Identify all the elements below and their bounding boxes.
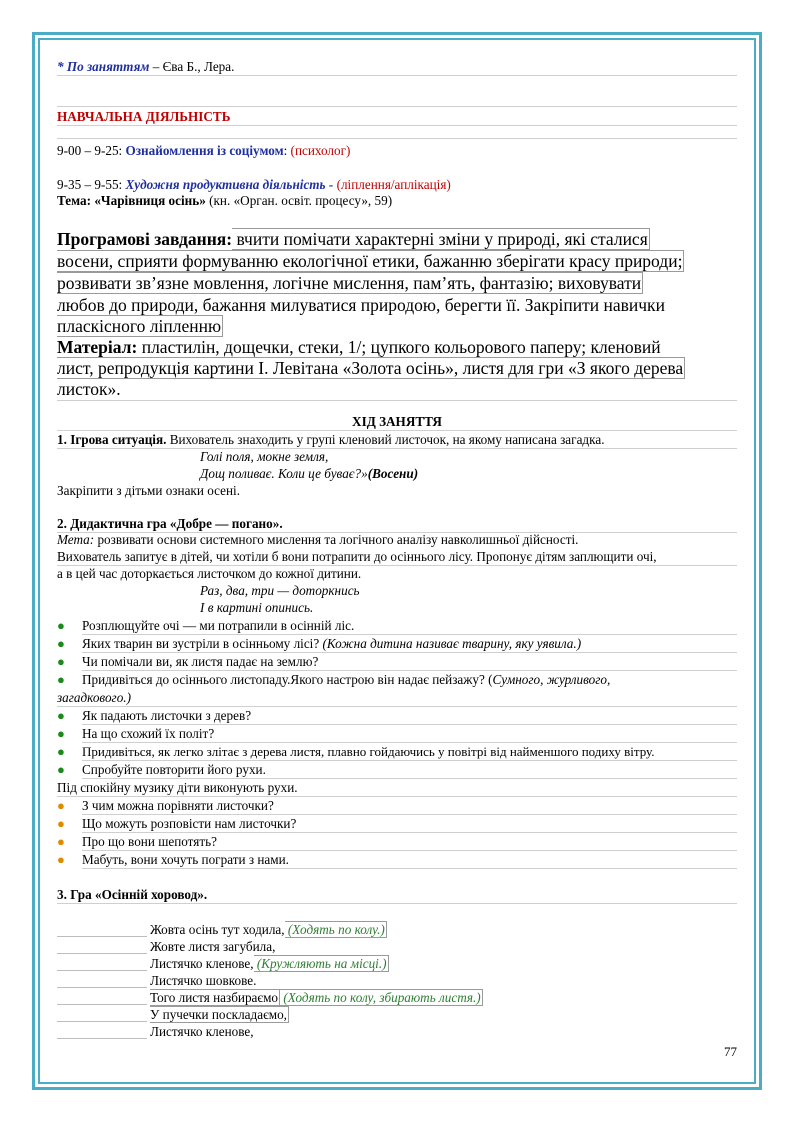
program-text-3: розвивати зв’язне мовлення, логічне мислення, пам’ять, фантазію; виховувати	[57, 273, 642, 293]
bullet-note: (Кожна дитина називає тварину, яку уявила.)	[322, 636, 582, 651]
song-text: Жовта осінь тут ходила,	[150, 922, 285, 937]
song-text: Жовте листя загубила,	[150, 939, 276, 954]
song-line	[150, 990, 483, 1006]
session-1-note: (психолог)	[290, 143, 351, 158]
bullet-item	[82, 618, 737, 635]
bullet-item: З чим можна порівняти листочки?	[82, 798, 737, 815]
bullet-item: Що можуть розповісти нам листочки?	[82, 816, 737, 833]
bullet-icon: ●	[57, 708, 65, 723]
goal-label: Мета:	[57, 532, 95, 547]
attendance-names: – Єва Б., Лера.	[149, 59, 235, 74]
theme-ref: (кн. «Орган. освіт. процесу», 59)	[205, 193, 393, 208]
attendance-label: * По заняттям	[57, 59, 150, 74]
bullet-text: Розплющуйте очі — ми потрапили в осінній ліс.	[82, 618, 355, 633]
riddle-answer: (Восени)	[367, 466, 419, 481]
song-rule	[57, 1021, 147, 1022]
page-number: 77	[724, 1044, 737, 1059]
program-line-5	[57, 315, 737, 337]
bullet-text: Придивіться, як легко злітає з дерева листя, плавно гойдаючись у повітрі від найменшого подиху вітру.	[82, 744, 655, 759]
bullet-item: Про що вони шепотять?	[82, 834, 737, 851]
bullet-icon: ●	[57, 816, 65, 831]
goal-text: розвивати основи системного мислення та логічного аналізу навколишньої дійсності.	[94, 532, 579, 547]
blank-rule	[57, 126, 737, 139]
attendance-line	[57, 59, 737, 76]
program-text-2: восени, сприяти формуванню екологічної етики, бажанню зберігати красу природи;	[57, 251, 683, 271]
song-text: Того листя назбираємо	[150, 990, 279, 1005]
bullet-icon: ●	[57, 654, 65, 669]
song-line	[150, 1007, 289, 1023]
song-line	[150, 1024, 254, 1040]
song-line	[150, 973, 256, 989]
bullet-item	[82, 654, 737, 671]
program-label: Програмові завдання:	[57, 229, 233, 249]
session-1	[57, 143, 737, 159]
bullet-continuation: загадкового.)	[57, 690, 737, 707]
song-line	[150, 922, 387, 938]
material-line-1	[57, 336, 737, 358]
session-1-colon: :	[283, 143, 291, 158]
material-line-2	[57, 357, 737, 379]
bullet-icon: ●	[57, 672, 65, 687]
bullet-text: Придивіться до осіннього листопаду.Якого настрою він надає пейзажу? (	[82, 672, 493, 687]
bullet-note: Сумного, журливого,	[492, 672, 611, 687]
song-rule	[57, 1038, 147, 1039]
session-2-name: Художня продуктивна діяльність -	[125, 177, 337, 192]
material-text-2: лист, репродукція картини І. Левітана «Золота осінь», листя для гри «З якого дерева	[57, 358, 684, 378]
program-text-4: любов до природи, бажання милуватися природою, берегти її. Закріпити навички	[57, 295, 665, 315]
part-2-goal	[57, 532, 737, 548]
blank-rule	[57, 94, 737, 107]
riddle-line-2	[200, 466, 418, 482]
session-2	[57, 177, 737, 193]
program-line-1	[57, 228, 737, 250]
bullet-item	[82, 636, 737, 653]
part-2-title: 2. Дидактична гра «Добре — погано».	[57, 516, 737, 533]
bullet-item	[82, 762, 737, 779]
bullet-item	[82, 744, 737, 761]
material-label: Матеріал:	[57, 337, 138, 357]
bullet-icon: ●	[57, 744, 65, 759]
bullet-item: Мабуть, вони хочуть пограти з нами.	[82, 852, 737, 869]
song-text: У пучечки поскладаємо,	[150, 1007, 287, 1022]
theme-label: Тема:	[57, 193, 95, 208]
session-1-name: Ознайомлення із соціумом	[125, 143, 284, 158]
program-text-5: пласкісного ліпленню	[57, 316, 222, 336]
program-line-3	[57, 272, 737, 294]
song-action: (Ходять по колу.)	[284, 922, 385, 937]
riddle-line-1: Голі поля, мокне земля,	[200, 449, 329, 464]
part-2-intro-2: а в цей час доторкається листочком до кожної дитини.	[57, 566, 362, 581]
part-2-intro-1: Вихователь запитує в дітей, чи хотіли б вони потрапити до осіннього лісу. Пропонує дітям заплющити очі,	[57, 549, 737, 566]
part-1-line	[57, 432, 737, 449]
song-rule	[57, 987, 147, 988]
song-rule	[57, 936, 147, 937]
bullet-text: Яких тварин ви зустріли в осінньому лісі?	[82, 636, 323, 651]
song-line	[150, 956, 389, 972]
program-line-4	[57, 294, 737, 316]
part-1-label: 1. Ігрова ситуація.	[57, 432, 167, 447]
riddle-text-2: Дощ поливає. Коли це буває?»	[200, 466, 368, 481]
poem-line-2: І в картині опинись.	[200, 600, 314, 615]
song-line	[150, 939, 275, 955]
theme-title: «Чарівниця осінь»	[94, 193, 206, 208]
poem-line-1: Раз, два, три — доторкнись	[200, 583, 360, 598]
material-text-3: листок».	[57, 379, 121, 399]
bullet-icon: ●	[57, 618, 65, 633]
theme-line	[57, 193, 737, 209]
program-line-2	[57, 250, 737, 272]
part-3-title: 3. Гра «Осінній хоровод».	[57, 887, 737, 904]
bullet-item	[82, 708, 737, 725]
song-text: Листячко шовкове.	[150, 973, 257, 988]
music-line: Під спокійну музику діти виконують рухи.	[57, 780, 737, 797]
song-rule	[57, 970, 147, 971]
material-text-1: пластилін, дощечки, стеки, 1/; цупкого кольорового паперу; кленовий	[137, 337, 661, 357]
bullet-icon: ●	[57, 834, 65, 849]
program-text-1: вчити помічати характерні зміни у природі, які сталися	[232, 229, 648, 249]
bullet-icon: ●	[57, 798, 65, 813]
section-title: НАВЧАЛЬНА ДІЯЛЬНІСТЬ	[57, 109, 737, 126]
bullet-item	[82, 726, 737, 743]
bullet-text: На що схожий їх політ?	[82, 726, 215, 741]
bullet-text: Спробуйте повторити його рухи.	[82, 762, 266, 777]
bullet-icon: ●	[57, 636, 65, 651]
song-action: (Кружляють на місці.)	[253, 956, 387, 971]
song-action: (Ходять по колу, збирають листя.)	[280, 990, 481, 1005]
course-title: ХІД ЗАНЯТТЯ	[57, 414, 737, 431]
session-2-note: (ліплення/аплікація)	[336, 177, 451, 192]
song-text: Листячко кленове,	[150, 956, 254, 971]
session-2-time: 9-35 – 9-55:	[57, 177, 126, 192]
song-rule	[57, 1004, 147, 1005]
part-1-text: Вихователь знаходить у групі кленовий листочок, на якому написана загадка.	[166, 432, 605, 447]
part-1-after: Закріпити з дітьми ознаки осені.	[57, 483, 240, 498]
bullet-item	[82, 672, 737, 688]
bullet-text: Як падають листочки з дерев?	[82, 708, 252, 723]
bullet-icon: ●	[57, 726, 65, 741]
song-rule	[57, 953, 147, 954]
session-1-time: 9-00 – 9-25:	[57, 143, 126, 158]
bullet-icon: ●	[57, 762, 65, 777]
bullet-icon: ●	[57, 852, 65, 867]
song-text: Листячко кленове,	[150, 1024, 254, 1039]
material-line-3	[57, 378, 737, 401]
bullet-text: Чи помічали ви, як листя падає на землю?	[82, 654, 319, 669]
